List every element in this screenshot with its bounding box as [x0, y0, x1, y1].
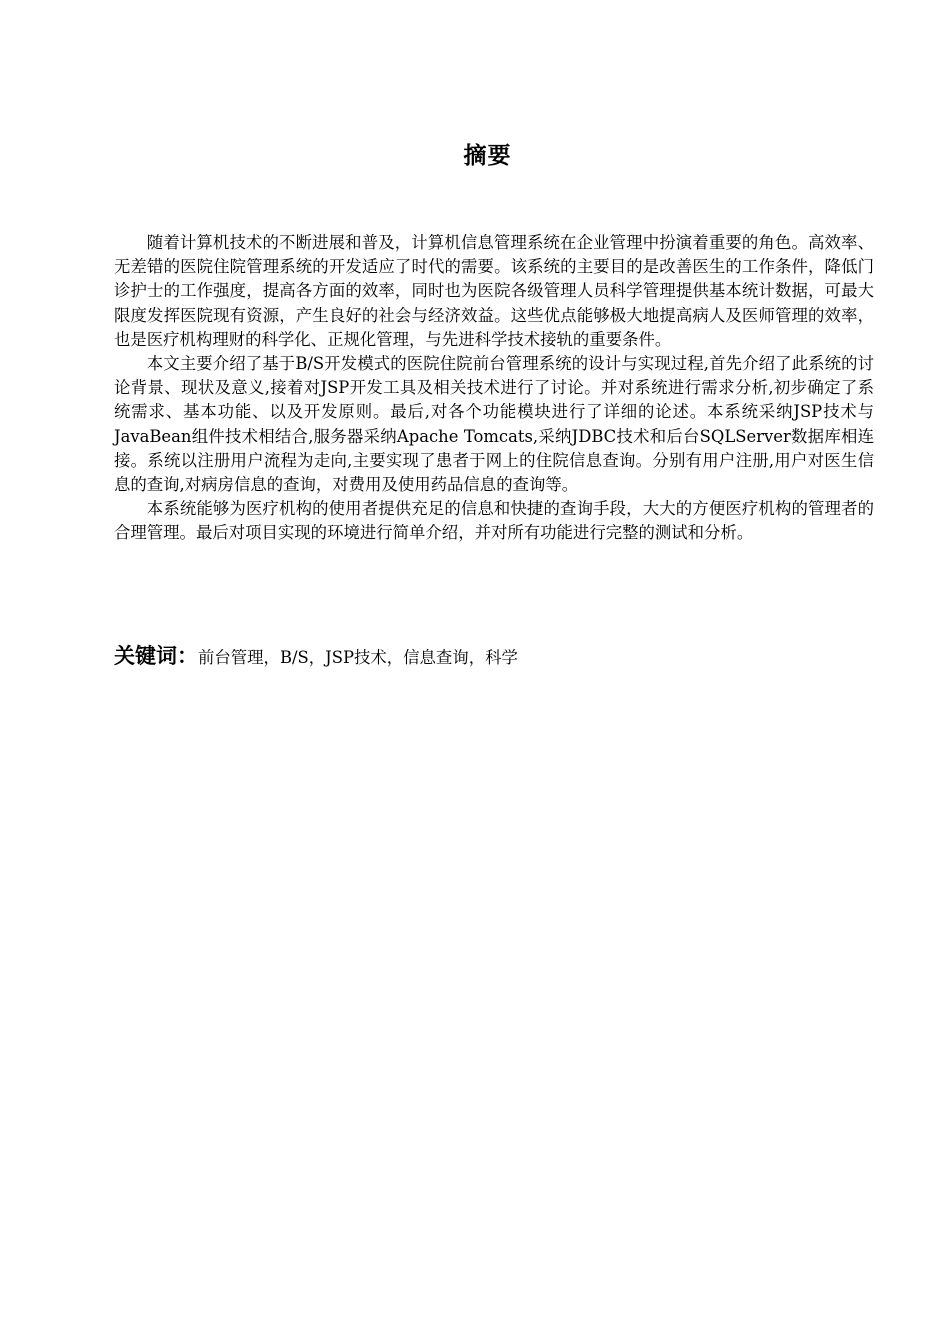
abstract-paragraph-1: 随着计算机技术的不断进展和普及，计算机信息管理系统在企业管理中扮演着重要的角色。高效率、无差错的医院住院管理系统的开发适应了时代的需要。该系统的主要目的是改善医生的工作条件，降低门诊护士的工作强度，提高各方面的效率，同时也为医院各级管理人员科学管理提供基本统计数据，可最大限度发挥医院现有资源，产生良好的社会与经济效益。这些优点能够极大地提高病人及医师管理的效率，也是医疗机构理财的科学化、正规化管理，与先进科学技术接轨的重要条件。	[114, 233, 874, 349]
abstract-paragraph-2: 本文主要介绍了基于B/S开发模式的医院住院前台管理系统的设计与实现过程,首先介绍了此系统的讨论背景、现状及意义,接着对JSP开发工具及相关技术进行了讨论。并对系统进行需求分析,初步确定了系统需求、基本功能、以及开发原则。最后,对各个功能模块进行了详细的论述。本系统采纳JSP技术与JavaBean组件技术相结合,服务器采纳Apache Tomcats,采纳JDBC技术和后台SQLServer数据库相连接。系统以注册用户流程为走向,主要实现了患者于网上的住院信息查询。分别有用户注册,用户对医生信息的查询,对病房信息的查询，对费用及使用药品信息的查询等。	[114, 354, 874, 495]
abstract-paragraph-3: 本系统能够为医疗机构的使用者提供充足的信息和快捷的查询手段，大大的方便医疗机构的管理者的合理管理。最后对项目实现的环境进行简单介绍，并对所有功能进行完整的测试和分析。	[114, 499, 874, 543]
keywords-line	[114, 640, 874, 675]
page-title: 摘要	[463, 143, 512, 169]
abstract-body	[114, 231, 874, 546]
keywords-value: 前台管理，B/S，JSP技术，信息查询，科学	[198, 648, 518, 667]
keywords-label: 关键词：	[114, 644, 198, 668]
